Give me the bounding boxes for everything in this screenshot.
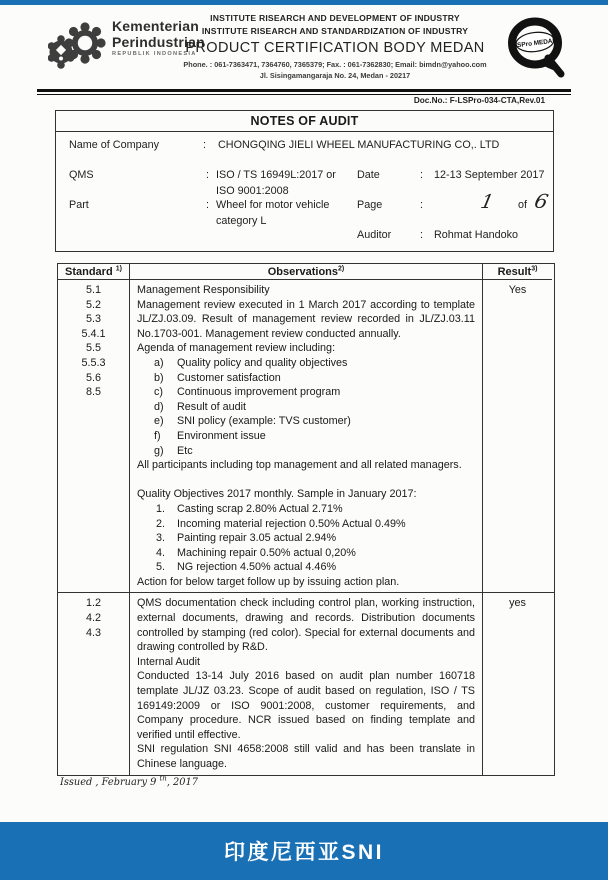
banner-text: 印度尼西亚SNI	[223, 841, 384, 864]
observations-cell	[130, 280, 483, 592]
list-item: NG rejection 4.50% actual 4.46%	[177, 561, 337, 574]
list-item: Etc	[177, 444, 193, 457]
qms-value-line2: ISO 9001:2008	[216, 185, 289, 197]
col-header-observations: Observations$^{2)}$	[130, 264, 483, 280]
list-item: Customer satisfaction	[177, 371, 281, 384]
ministry-line3: REPUBLIK INDONESIA	[112, 51, 197, 57]
obs-subtitle: Internal Audit	[137, 655, 201, 668]
form-title: NOTES OF AUDIT	[56, 111, 553, 132]
auditor-value: Rohmat Handoko	[434, 229, 519, 241]
obs-paragraph: SNI regulation SNI 4658:2008 still valid and has been translate in Chinese language.	[137, 743, 475, 770]
obs-paragraph: QMS documentation check including control plan, working instruction, external documents, drawing and records. Distribution documents controlled by stamping (red color). Special for external documents and drawing controlled by R&D.	[137, 597, 475, 654]
colon: :	[206, 199, 209, 211]
list-item: Casting scrap 2.80% Actual 2.71%	[177, 502, 343, 515]
qms-value-line1: ISO / TS 16949L:2017 or	[216, 169, 336, 181]
result-cell: yes	[509, 597, 526, 610]
list-item: Painting repair 3.05 actual 2.94%	[177, 532, 337, 545]
standard-cell: 1.2 4.2 4.3	[58, 593, 130, 774]
bottom-blue-banner	[0, 822, 608, 880]
col-header-result: Result$^{3)}$	[483, 264, 552, 280]
company-value: CHONGQING JIELI WHEEL MANUFACTURING CO,. LTD	[218, 139, 500, 151]
colon: :	[420, 199, 423, 211]
letterhead	[0, 12, 608, 88]
list-item: Continuous improvement program	[177, 386, 341, 399]
date-value: 12-13 September 2017	[434, 169, 545, 181]
list-item: SNI policy (example: TVS customer)	[177, 415, 351, 428]
org-line2: INSTITUTE RISEARCH AND STANDARDIZATION OF INDUSTRY	[201, 26, 469, 36]
obs-agenda-intro: Agenda of management review including:	[137, 342, 336, 355]
org-line1: INSTITUTE RISEARCH AND DEVELOPMENT OF INDUSTRY	[210, 13, 460, 23]
organization-block	[170, 12, 500, 80]
doc-number: Doc.No.: F-LSPro-034-CTA,Rev.01	[413, 96, 545, 105]
header-divider	[37, 89, 571, 95]
issued-date-line: Issued , February 9 $^{th}$, 2017	[60, 774, 198, 788]
part-label: Part	[69, 199, 89, 211]
page-total-handwritten: 6	[532, 188, 551, 214]
colon: :	[420, 169, 423, 181]
qms-label: QMS	[69, 169, 94, 181]
org-line3: PRODUCT CERTIFICATION BODY MEDAN	[185, 40, 485, 56]
list-item: Result of audit	[177, 400, 247, 413]
table-row	[58, 280, 554, 593]
ministry-line1: Kementerian	[112, 18, 200, 34]
lspro-logo-text: LSPro MEDAN	[512, 37, 558, 50]
colon: :	[203, 139, 206, 151]
page-of-label: of	[518, 199, 528, 211]
date-label: Date	[357, 169, 380, 181]
page-number-handwritten: 1	[478, 191, 496, 213]
top-blue-bar	[0, 0, 608, 5]
list-item: Quality policy and quality objectives	[177, 356, 348, 369]
obs-participants: All participants including top management and all related managers.	[137, 459, 462, 472]
colon: :	[206, 169, 209, 181]
obs-title: Management Responsibility	[137, 284, 270, 296]
obs-paragraph: Conducted 13-14 July 2016 based on audit plan number 160718 template JL/JZ 03.23. Scope of audit based on regulation, ISO / TS 169149:2009 or ISO 9001:2008, customer requirements, and Company procedure. NCR issued based on finding template and verified until effective.	[137, 670, 475, 741]
col-header-standard: Standard $^{1)}$	[58, 264, 130, 280]
objectives-list	[137, 502, 475, 575]
table-header-row	[58, 264, 554, 280]
auditor-label: Auditor	[357, 229, 392, 241]
list-item: Incoming material rejection 0.50% Actual 0.49%	[177, 517, 406, 530]
audit-form-box	[55, 110, 554, 252]
blank-line	[137, 473, 475, 488]
obs-paragraph: Management review executed in 1 March 2017 according to template JL/ZJ.03.09. Result of management review recorded in JL/ZJ.03.11 No.1703-001. Management review conducted annually.	[137, 298, 475, 340]
address-line: Jl. Sisingamangaraja No. 24, Medan - 20217	[259, 71, 411, 80]
observations-cell	[130, 593, 483, 774]
table-row	[58, 593, 554, 774]
obs-action: Action for below target follow up by issuing action plan.	[137, 575, 400, 588]
contact-line: Phone. : 061-7363471, 7364760, 7365379; Fax. : 061-7362830; Email: bimdn@yahoo.com	[183, 60, 487, 69]
audit-table	[57, 263, 555, 776]
obs-objectives-intro: Quality Objectives 2017 monthly. Sample in January 2017:	[137, 488, 417, 501]
page-label: Page	[357, 199, 383, 211]
ministry-gear-logo	[48, 20, 106, 76]
colon: :	[420, 229, 423, 241]
part-value-line2: category L	[216, 215, 267, 227]
agenda-list	[137, 356, 475, 458]
list-item: Machining repair 0.50% actual 0,20%	[177, 546, 356, 559]
standard-cell: 5.1 5.2 5.3 5.4.1 5.5 5.5.3 5.6 8.5	[58, 280, 130, 592]
result-cell: Yes	[508, 284, 527, 296]
lspro-medan-logo	[504, 14, 568, 84]
part-value-line1: Wheel for motor vehicle	[216, 199, 330, 211]
ministry-line2: Perindustrian	[112, 34, 205, 50]
company-label: Name of Company	[69, 139, 160, 151]
list-item: Environment issue	[177, 429, 266, 442]
